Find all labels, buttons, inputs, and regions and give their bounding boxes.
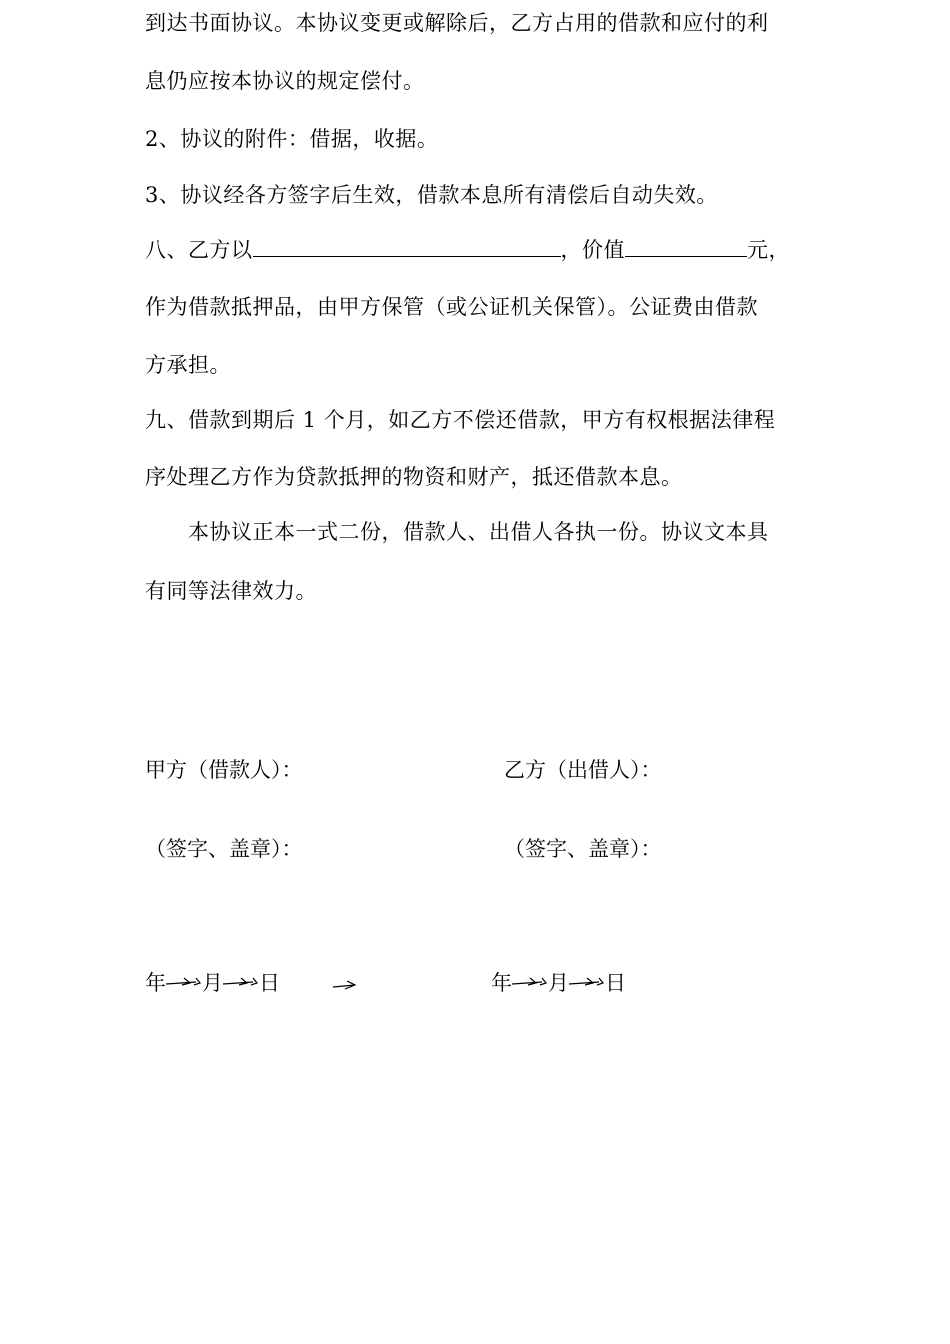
clause8-prefix: 八、乙方以 <box>145 238 253 262</box>
party-b-date <box>491 968 626 998</box>
clause7-item-2: 2、协议的附件：借据，收据。 <box>145 127 439 151</box>
month-blank-a[interactable] <box>166 970 202 990</box>
party-a-sign-label: （签字、盖章）： <box>145 837 303 861</box>
day-blank-a[interactable] <box>223 970 259 990</box>
clause8-line2: 作为借款抵押品，由甲方保管（或公证机关保管）。公证费由借款 <box>145 295 758 319</box>
closing-line2: 有同等法律效力。 <box>145 579 317 603</box>
party-a-date <box>145 968 280 998</box>
party-b-sign-label: （签字、盖章）： <box>504 837 662 861</box>
clause8-line3: 方承担。 <box>145 353 231 377</box>
clause8-value-label: ，价值 <box>560 238 625 262</box>
clause8-line1 <box>145 234 790 265</box>
clause8-unit: 元， <box>747 238 790 262</box>
closing-line1: 本协议正本一式二份，借款人、出借人各执一份。协议文本具 <box>188 520 769 544</box>
value-blank[interactable] <box>625 234 747 257</box>
year-label: 年 <box>491 971 512 995</box>
party-b-label: 乙方（出借人）： <box>504 758 662 782</box>
clause9-line1: 九、借款到期后 1 个月，如乙方不偿还借款，甲方有权根据法律程 <box>145 408 776 432</box>
collateral-blank[interactable] <box>253 234 561 257</box>
clause9-line2: 序处理乙方作为贷款抵押的物资和财产，抵还借款本息。 <box>145 465 683 489</box>
day-blank-b[interactable] <box>569 970 605 990</box>
month-label: 月 <box>548 971 569 995</box>
month-label: 月 <box>202 971 223 995</box>
year-label: 年 <box>145 971 166 995</box>
day-label: 日 <box>259 971 280 995</box>
clause7-continuation-line1: 到达书面协议。本协议变更或解除后，乙方占用的借款和应付的利 <box>145 11 769 35</box>
clause7-item-3: 3、协议经各方签字后生效，借款本息所有清偿后自动失效。 <box>145 183 718 207</box>
stray-arrow-mark <box>333 978 359 992</box>
clause7-continuation-line2: 息仍应按本协议的规定偿付。 <box>145 69 425 93</box>
day-label: 日 <box>605 971 626 995</box>
month-blank-b[interactable] <box>512 970 548 990</box>
party-a-label: 甲方（借款人）： <box>145 758 303 782</box>
